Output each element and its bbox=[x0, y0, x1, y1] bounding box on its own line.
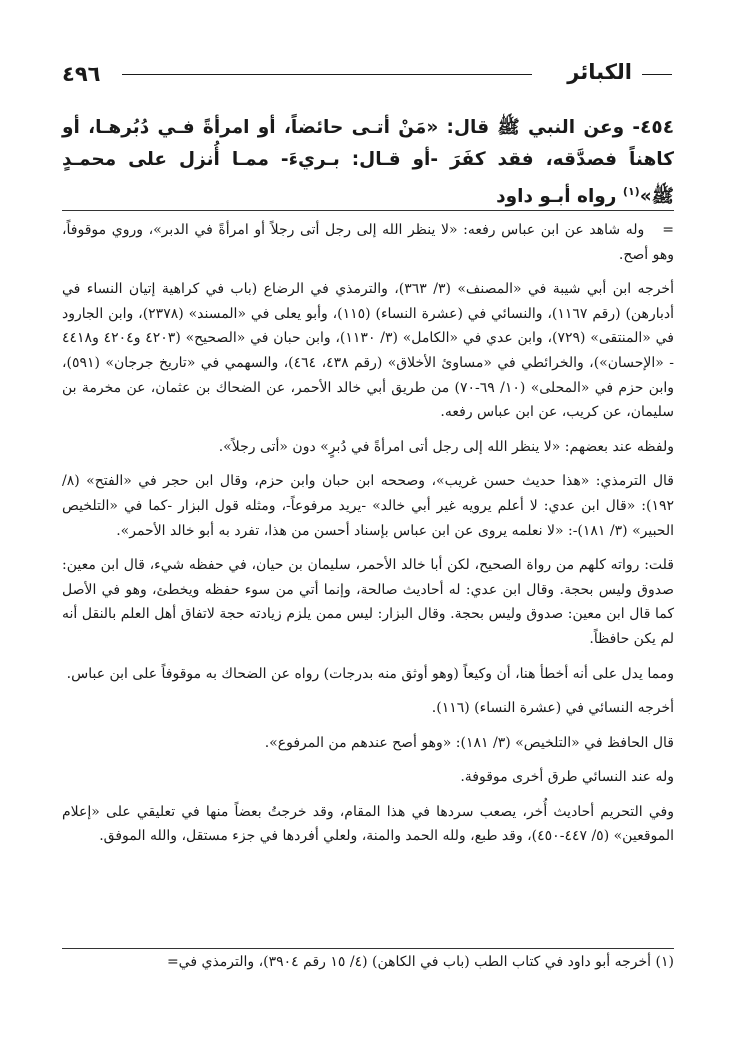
page-header bbox=[62, 60, 672, 90]
commentary-paragraph: ومما يدل على أنه أخطأ هنا، أن وكيعاً (وهو أوثق منه بدرجات) رواه عن الضحاك به موقوفاً على ابن عباس. bbox=[66, 665, 674, 682]
commentary bbox=[62, 212, 674, 849]
commentary-paragraph: قال الترمذي: «هذا حديث حسن غريب»، وصححه ابن حبان وابن حزم، وقال ابن حجر في «الفتح» (٨/ ١٩٢): «قال ابن عدي: لا أعلم يرويه غير أبي خالد» -يريد مرفوعاً-، ومثله قول البزار -كما في «التلخيص الحبير» (٣/ ١٨١)-: «لا نعلمه يروى عن ابن عباس بإسناد أحسن من هذا، تفرد به أبو خالد الأحمر». bbox=[62, 473, 674, 539]
hadith-source: رواه أبـو داود bbox=[496, 186, 617, 208]
page-number: ٤٩٦ bbox=[62, 62, 101, 86]
footnote-ref: (١) bbox=[622, 185, 640, 198]
header-rule bbox=[122, 74, 532, 75]
commentary-paragraph: قلت: رواته كلهم من رواة الصحيح، لكن أبا خالد الأحمر، سليمان بن حيان، في حفظه شيء، قال ابن معين: صدوق وليس بحجة. وقال ابن عدي: له أحاديث صالحة، وإنما أتي من سوء حفظه ويخطئ، وهو في الأصل كما قال ابن معين: صدوق وليس بحجة. وقال البزار: ليس ممن يلزم زيادته حجة لاتفاق أهل العلم بالنقل أنه لم يكن حافظاً. bbox=[62, 557, 674, 647]
footnote-divider bbox=[62, 948, 674, 949]
commentary-paragraph: أخرجه ابن أبي شيبة في «المصنف» (٣/ ٣٦٣)، والترمذي في الرضاع (باب في كراهية إتيان النساء في أدبارهن) (رقم ١١٦٧)، والنسائي في (عشرة النساء) (١١٥)، وأبو يعلى في «المسند» (٢٣٧٨)، وابن الجارود في «المنتقى» (٧٢٩)، وابن عدي في «الكامل» (٣/ ١١٣٠)، وابن حبان في «الصحيح» (٤٢٠٣ و٤٢٠٤ و٤٤١٨ - «الإحسان»)، والخرائطي في «مساوئ الأخلاق» (رقم ٤٣٨، ٤٦٤)، والسهمي في «تاريخ جرجان» (٥٩١)، وابن حزم في «المحلى» (١٠/ ٦٩-٧٠) من طريق أبي خالد الأحمر، عن الضحاك بن عثمان، عن مخرمة بن سليمان، عن كريب، عن ابن عباس رفعه. bbox=[62, 281, 674, 421]
commentary-paragraph: أخرجه النسائي في (عشرة النساء) (١١٦). bbox=[431, 700, 674, 717]
commentary-paragraph: وفي التحريم أحاديث أُخر، يصعب سردها في هذا المقام، وقد خرجتُ بعضاً منها في تعليقي على «إعلام الموقعين» (٥/ ٤٤٧-٤٥٠)، وقد طبع، ولله الحمد والمنة، ولعلي أفردها في جزء مستقل، والله الموفق. bbox=[62, 803, 674, 845]
commentary-text: وله شاهد عن ابن عباس رفعه: «لا ينظر الله إلى رجل أتى رجلاً أو امرأةً في الدبر»، وروي موقوفاً، وهو أصح. bbox=[62, 222, 674, 263]
hadith-text bbox=[62, 112, 674, 213]
header-dash bbox=[642, 74, 672, 75]
commentary-paragraph: ولفظه عند بعضهم: «لا ينظر الله إلى رجل أتى امرأةً في دُبرٍ» دون «أتى رجلاً». bbox=[218, 438, 674, 455]
commentary-paragraph bbox=[62, 218, 674, 267]
hadith-body: ٤٥٤- وعن النبي ﷺ قال: «مَنْ أتـى حائضاً، أو امرأةً فـي دُبُرهـا، أو كاهناً فصدَّقه، فقد كفَرَ -أو قـال: بـريءَ- ممـا أُنزل على محمـدٍ ﷺ» bbox=[62, 117, 674, 208]
continuation-mark: = bbox=[662, 222, 674, 238]
commentary-paragraph: وله عند النسائي طرق أخرى موقوفة. bbox=[460, 769, 674, 786]
main-divider bbox=[62, 210, 674, 211]
commentary-paragraph: قال الحافظ في «التلخيص» (٣/ ١٨١): «وهو أصح عندهم من المرفوع». bbox=[264, 734, 674, 751]
footnote: (١) أخرجه أبو داود في كتاب الطب (باب في الكاهن) (٤/ ١٥ رقم ٣٩٠٤)، والترمذي في= bbox=[166, 954, 674, 970]
running-title: الكبائر bbox=[567, 60, 632, 84]
